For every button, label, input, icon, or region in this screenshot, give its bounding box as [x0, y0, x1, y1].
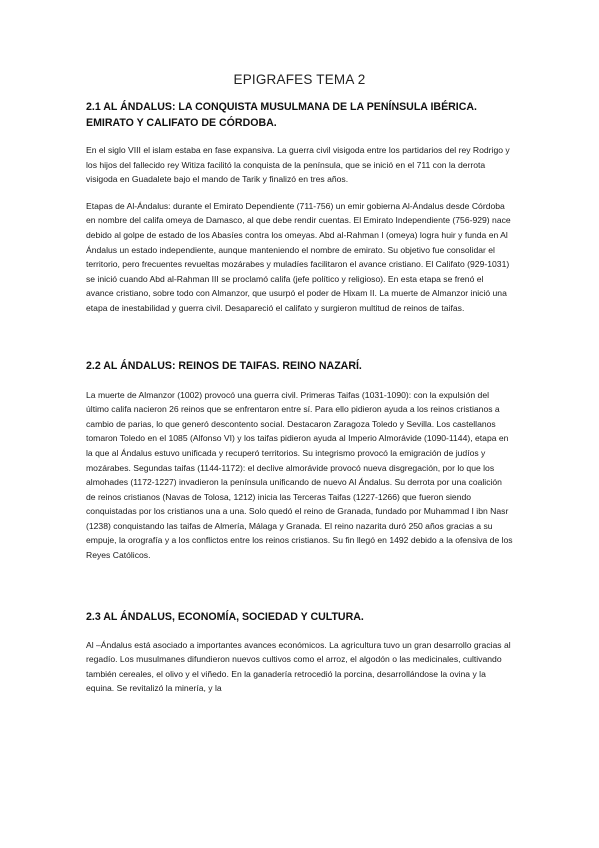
paragraph: Etapas de Al-Ándalus: durante el Emirato Dependiente (711-756) un emir gobierna Al-Ándalus desde Córdoba en nombre del califa omeya de Damasco, al que debe rendir cuentas. El Emirato Independiente (756-929) nace debido al golpe de estado de los Abasíes contra los omeyas. Abd al-Rahman I (omeya) logra huir y funda en Al Ándalus un estado independiente, aunque manteniendo el nombre de emirato. Su objetivo fue consolidar el territorio, pero frecuentes revueltas mozárabes y muladíes facilitaron el avance cristiano. El Califato (929-1031) se inició cuando Abd al-Rahman III se proclamó califa (jefe político y religioso). En esta etapa se frenó el avance cristiano, sobre todo con Almanzor, que usurpó el poder de Hixam II. La muerte de Almanzor inició una etapa de inestabilidad y guerra civil. Desapareció el califato y surgieron multitud de reinos de taifas.: [86, 200, 511, 313]
section-2-2: [86, 358, 513, 563]
section-heading: 2.1 AL ÁNDALUS: LA CONQUISTA MUSULMANA DE LA PENÍNSULA IBÉRICA. EMIRATO Y CALIFATO DE CÓRDOBA.: [86, 101, 477, 129]
paragraph: En el siglo VIII el islam estaba en fase expansiva. La guerra civil visigoda entre los partidarios del rey Rodrigo y los hijos del fallecido rey Witiza facilitó la conquista de la península, que se inició en el 711 con la derrota visigoda en Guadalete bajo el mando de Tarik y finalizó en tres años.: [86, 145, 510, 185]
section-spacer: [86, 575, 513, 609]
paragraph: Al –Ándalus está asociado a importantes avances económicos. La agricultura tuvo un gran desarrollo gracias al regadío. Los musulmanes difundieron nuevos cultivos como el arroz, el algodón o las medicinales, cultivando también cereales, el olivo y el viñedo. En la ganadería retrocedió la porcina, desarrollándose la ovina y la equina. Se revitalizó la minería, y la: [86, 639, 511, 694]
section-2-1: [86, 99, 513, 316]
section-2-3: [86, 609, 513, 696]
document-title: EPIGRAFES TEMA 2: [233, 72, 366, 87]
section-spacer: [86, 328, 513, 358]
paragraph: La muerte de Almanzor (1002) provocó una guerra civil. Primeras Taifas (1031-1090): con la expulsión del último califa nacieron 26 reinos que se enfrentaron entre sí. Para ello pidieron ayuda a los reinos cristianos a cambio de parias, lo que generó descontento social. Destacaron Zaragoza Toledo y Sevilla. Los castellanos tomaron Toledo en el 1085 (Alfonso VI) y los taifas pidieron ayuda al Imperio Almorávide (1090-1144), etapa en la que al Ándalus estuvo unificada y recuperó territorios. Su integrismo provocó la emigración de judíos y mozárabes. Segundas taifas (1144-1172): el declive almorávide provocó nueva disgregación, por lo que los almohades (1172-1227) invadieron la península unificando de nuevo Al Ándalus. Su derrota por una coalición de reinos cristianos (Navas de Tolosa, 1212) inicia las Terceras Taifas (1227-1266) que fueron siendo conquistadas por los cristianos una a una. Solo quedó el reino de Granada, fundado por Muhammad I ibn Nasr (1238) conquistando las taifas de Almería, Málaga y Granada. El reino nazarita duró 250 años gracias a su empuje, la orografía y a los conflictos entre los reinos cristianos. Su fin llegó en 1492 debido a la ofensiva de los Reyes Católicos.: [86, 389, 513, 561]
section-heading: 2.3 AL ÁNDALUS, ECONOMÍA, SOCIEDAD Y CULTURA.: [86, 610, 364, 623]
section-heading: 2.2 AL ÁNDALUS: REINOS DE TAIFAS. REINO NAZARÍ.: [86, 359, 362, 372]
